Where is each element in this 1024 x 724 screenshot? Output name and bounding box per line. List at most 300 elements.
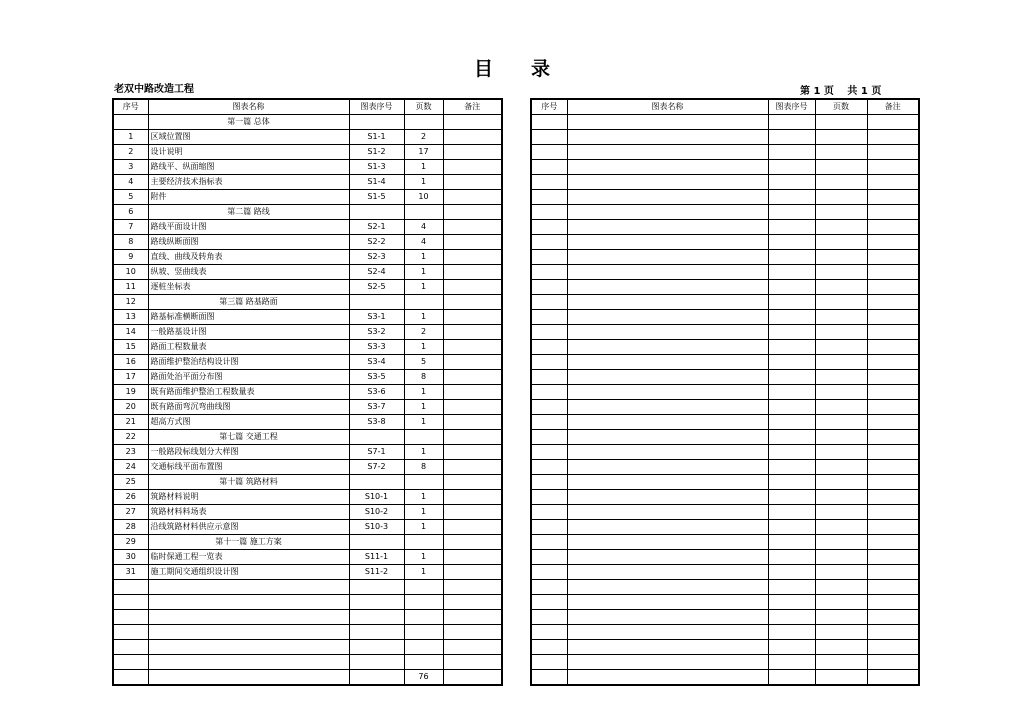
code-cell	[349, 475, 404, 490]
empty-cell	[768, 340, 815, 355]
empty-cell	[567, 235, 768, 250]
remark-cell	[443, 640, 502, 655]
empty-cell	[768, 325, 815, 340]
page-count: 1	[404, 340, 443, 355]
row-number	[113, 580, 148, 595]
empty-cell	[531, 490, 567, 505]
remark-cell	[443, 625, 502, 640]
table-row	[113, 130, 502, 145]
empty-cell	[815, 235, 867, 250]
remark-cell	[443, 310, 502, 325]
table-row	[113, 220, 502, 235]
row-number	[113, 655, 148, 670]
drawing-name: 路基标准横断面图	[148, 310, 349, 325]
row-number	[113, 640, 148, 655]
empty-cell	[867, 535, 919, 550]
row-number: 22	[113, 430, 148, 445]
empty-cell	[567, 445, 768, 460]
empty-cell	[531, 310, 567, 325]
page-count	[404, 655, 443, 670]
page-count	[404, 595, 443, 610]
drawing-code	[349, 610, 404, 625]
empty-cell	[531, 535, 567, 550]
drawing-name: 既有路面弯沉弯曲线图	[148, 400, 349, 415]
remark-cell	[443, 280, 502, 295]
drawing-name: 纵坡、竖曲线表	[148, 265, 349, 280]
table-body-right	[531, 115, 919, 686]
empty-row	[531, 415, 919, 430]
row-number: 31	[113, 565, 148, 580]
empty-row	[531, 265, 919, 280]
empty-cell	[768, 580, 815, 595]
row-number: 2	[113, 145, 148, 160]
empty-cell	[867, 505, 919, 520]
drawing-code	[349, 595, 404, 610]
remark-cell	[443, 415, 502, 430]
empty-cell	[567, 460, 768, 475]
empty-cell	[815, 595, 867, 610]
table-row	[113, 145, 502, 160]
empty-cell	[867, 565, 919, 580]
drawing-name: 交通标线平面布置图	[148, 460, 349, 475]
empty-cell	[768, 145, 815, 160]
table-row	[113, 445, 502, 460]
table-row	[113, 310, 502, 325]
section-row	[113, 115, 502, 130]
empty-cell	[768, 535, 815, 550]
section-title: 第一篇 总体	[148, 115, 349, 130]
drawing-name: 路面处治平面分布图	[148, 370, 349, 385]
drawing-code: S3-5	[349, 370, 404, 385]
remark-cell	[443, 130, 502, 145]
empty-cell	[815, 475, 867, 490]
empty-cell	[567, 580, 768, 595]
empty-cell	[531, 190, 567, 205]
empty-row	[531, 625, 919, 640]
empty-cell	[815, 355, 867, 370]
empty-cell	[567, 550, 768, 565]
header-code: 图表序号	[768, 99, 815, 115]
empty-cell	[768, 490, 815, 505]
empty-cell	[867, 250, 919, 265]
remark-cell	[443, 250, 502, 265]
drawing-name: 设计说明	[148, 145, 349, 160]
header-remark: 备注	[867, 99, 919, 115]
remark-cell	[443, 235, 502, 250]
row-number: 9	[113, 250, 148, 265]
empty-cell	[531, 130, 567, 145]
row-number: 6	[113, 205, 148, 220]
page-count	[404, 625, 443, 640]
empty-cell	[768, 280, 815, 295]
remark-cell	[443, 175, 502, 190]
empty-cell	[867, 430, 919, 445]
empty-cell	[567, 265, 768, 280]
empty-cell	[567, 535, 768, 550]
empty-cell	[768, 295, 815, 310]
empty-cell	[567, 370, 768, 385]
empty-cell	[531, 580, 567, 595]
remark-cell	[443, 295, 502, 310]
section-row	[113, 295, 502, 310]
remark-cell	[443, 460, 502, 475]
empty-cell	[768, 205, 815, 220]
code-cell	[349, 535, 404, 550]
page-count	[404, 610, 443, 625]
empty-cell	[815, 310, 867, 325]
empty-cell	[567, 190, 768, 205]
empty-cell	[567, 145, 768, 160]
empty-cell	[867, 475, 919, 490]
drawing-name	[148, 640, 349, 655]
empty-cell	[867, 265, 919, 280]
empty-cell	[867, 325, 919, 340]
table-header-row	[531, 99, 919, 115]
page-title: 目 录	[473, 58, 550, 80]
drawing-code: S10-3	[349, 520, 404, 535]
drawing-code: S2-1	[349, 220, 404, 235]
drawing-name: 筑路材料说明	[148, 490, 349, 505]
empty-row	[531, 325, 919, 340]
page-count: 1	[404, 310, 443, 325]
table-row	[113, 190, 502, 205]
table-row	[113, 175, 502, 190]
page-count: 5	[404, 355, 443, 370]
drawing-code	[349, 670, 404, 686]
page-count: 2	[404, 325, 443, 340]
empty-cell	[815, 640, 867, 655]
header-name: 图表名称	[148, 99, 349, 115]
row-number: 30	[113, 550, 148, 565]
empty-row	[531, 280, 919, 295]
empty-cell	[567, 400, 768, 415]
empty-cell	[867, 295, 919, 310]
row-number: 26	[113, 490, 148, 505]
table-row	[113, 325, 502, 340]
remark-cell	[443, 595, 502, 610]
row-number: 7	[113, 220, 148, 235]
drawing-name	[148, 595, 349, 610]
empty-cell	[867, 355, 919, 370]
remark-cell	[443, 400, 502, 415]
empty-cell	[815, 115, 867, 130]
empty-cell	[867, 445, 919, 460]
empty-cell	[567, 595, 768, 610]
empty-cell	[531, 505, 567, 520]
empty-cell	[768, 175, 815, 190]
empty-cell	[867, 160, 919, 175]
drawing-code: S3-7	[349, 400, 404, 415]
empty-cell	[531, 460, 567, 475]
remark-cell	[443, 580, 502, 595]
header-code: 图表序号	[349, 99, 404, 115]
empty-cell	[867, 460, 919, 475]
drawing-name: 区域位置图	[148, 130, 349, 145]
empty-cell	[815, 145, 867, 160]
remark-cell	[443, 265, 502, 280]
remark-cell	[443, 190, 502, 205]
empty-cell	[768, 670, 815, 686]
empty-row	[531, 610, 919, 625]
empty-cell	[531, 550, 567, 565]
empty-cell	[867, 610, 919, 625]
drawing-name: 直线、曲线及转角表	[148, 250, 349, 265]
empty-cell	[867, 415, 919, 430]
row-number: 27	[113, 505, 148, 520]
empty-cell	[531, 400, 567, 415]
empty-cell	[567, 385, 768, 400]
empty-cell	[531, 475, 567, 490]
section-row	[113, 535, 502, 550]
empty-row	[531, 295, 919, 310]
empty-cell	[567, 640, 768, 655]
code-cell	[349, 430, 404, 445]
empty-cell	[867, 340, 919, 355]
empty-cell	[768, 460, 815, 475]
empty-cell	[531, 145, 567, 160]
header-remark: 备注	[443, 99, 502, 115]
header-pages: 页数	[404, 99, 443, 115]
empty-cell	[768, 640, 815, 655]
empty-cell	[768, 565, 815, 580]
empty-row	[531, 475, 919, 490]
table-row	[113, 655, 502, 670]
remark-cell	[443, 160, 502, 175]
page-count: 1	[404, 250, 443, 265]
empty-cell	[768, 445, 815, 460]
empty-cell	[768, 190, 815, 205]
empty-cell	[567, 655, 768, 670]
drawing-name: 路线纵断面图	[148, 235, 349, 250]
empty-row	[531, 400, 919, 415]
empty-cell	[531, 370, 567, 385]
empty-cell	[768, 400, 815, 415]
empty-cell	[867, 400, 919, 415]
empty-row	[531, 655, 919, 670]
empty-cell	[815, 490, 867, 505]
empty-cell	[768, 115, 815, 130]
empty-cell	[867, 280, 919, 295]
empty-cell	[815, 445, 867, 460]
empty-cell	[867, 595, 919, 610]
drawing-code: S2-4	[349, 265, 404, 280]
empty-cell	[567, 670, 768, 686]
empty-cell	[815, 220, 867, 235]
empty-cell	[867, 580, 919, 595]
drawing-code: S3-6	[349, 385, 404, 400]
empty-row	[531, 535, 919, 550]
drawing-code: S3-8	[349, 415, 404, 430]
empty-cell	[815, 625, 867, 640]
empty-cell	[867, 145, 919, 160]
empty-cell	[867, 190, 919, 205]
pages-cell	[404, 115, 443, 130]
empty-cell	[815, 385, 867, 400]
empty-cell	[867, 550, 919, 565]
empty-cell	[567, 130, 768, 145]
empty-cell	[768, 430, 815, 445]
empty-cell	[531, 280, 567, 295]
empty-cell	[531, 415, 567, 430]
empty-cell	[768, 250, 815, 265]
drawing-code: S1-3	[349, 160, 404, 175]
index-table-right	[530, 98, 920, 686]
remark-cell	[443, 490, 502, 505]
section-title: 第二篇 路线	[148, 205, 349, 220]
empty-cell	[768, 130, 815, 145]
empty-cell	[567, 205, 768, 220]
section-title: 第七篇 交通工程	[148, 430, 349, 445]
page-count: 1	[404, 550, 443, 565]
drawing-name: 临时保通工程一览表	[148, 550, 349, 565]
empty-row	[531, 460, 919, 475]
header-no: 序号	[531, 99, 567, 115]
table-row	[113, 490, 502, 505]
table-row	[113, 415, 502, 430]
drawing-code	[349, 625, 404, 640]
page-info: 第 1 页 共 1 页	[800, 86, 882, 97]
remark-cell	[443, 445, 502, 460]
empty-cell	[567, 325, 768, 340]
row-number: 1	[113, 130, 148, 145]
drawing-name: 路线平、纵面缩图	[148, 160, 349, 175]
empty-cell	[867, 640, 919, 655]
index-table-left	[112, 98, 503, 686]
drawing-name	[148, 580, 349, 595]
table-body-left	[113, 115, 502, 686]
page-count: 4	[404, 220, 443, 235]
empty-cell	[815, 415, 867, 430]
empty-cell	[815, 535, 867, 550]
remark-cell	[443, 370, 502, 385]
empty-cell	[815, 160, 867, 175]
section-title: 第三篇 路基路面	[148, 295, 349, 310]
empty-cell	[815, 265, 867, 280]
empty-cell	[867, 490, 919, 505]
row-number: 23	[113, 445, 148, 460]
page-count: 2	[404, 130, 443, 145]
empty-cell	[531, 355, 567, 370]
empty-row	[531, 355, 919, 370]
empty-cell	[531, 640, 567, 655]
remark-cell	[443, 205, 502, 220]
remark-cell	[443, 325, 502, 340]
remark-cell	[443, 355, 502, 370]
drawing-name	[148, 655, 349, 670]
empty-row	[531, 250, 919, 265]
empty-cell	[768, 265, 815, 280]
drawing-name: 主要经济技术指标表	[148, 175, 349, 190]
empty-row	[531, 670, 919, 686]
empty-cell	[531, 295, 567, 310]
empty-cell	[567, 430, 768, 445]
empty-cell	[768, 385, 815, 400]
drawing-code: S10-1	[349, 490, 404, 505]
drawing-name: 路面维护整治结构设计图	[148, 355, 349, 370]
drawing-name: 路面工程数量表	[148, 340, 349, 355]
header-pages: 页数	[815, 99, 867, 115]
empty-cell	[815, 250, 867, 265]
drawing-name	[148, 610, 349, 625]
table-row	[113, 625, 502, 640]
empty-cell	[567, 340, 768, 355]
empty-cell	[567, 505, 768, 520]
empty-row	[531, 160, 919, 175]
page-count: 8	[404, 460, 443, 475]
empty-cell	[815, 580, 867, 595]
table-row	[113, 505, 502, 520]
table-row	[113, 235, 502, 250]
table-row	[113, 265, 502, 280]
drawing-code: S7-1	[349, 445, 404, 460]
header-no: 序号	[113, 99, 148, 115]
header-name: 图表名称	[567, 99, 768, 115]
drawing-name: 超高方式图	[148, 415, 349, 430]
table-row	[113, 355, 502, 370]
table-row	[113, 340, 502, 355]
empty-cell	[531, 670, 567, 686]
page-count: 10	[404, 190, 443, 205]
empty-cell	[531, 385, 567, 400]
row-number: 29	[113, 535, 148, 550]
page-count	[404, 580, 443, 595]
remark-cell	[443, 535, 502, 550]
row-number: 15	[113, 340, 148, 355]
remark-cell	[443, 550, 502, 565]
drawing-code: S3-2	[349, 325, 404, 340]
empty-cell	[768, 370, 815, 385]
row-number: 5	[113, 190, 148, 205]
empty-row	[531, 115, 919, 130]
table-row	[113, 385, 502, 400]
row-number: 20	[113, 400, 148, 415]
page-count: 1	[404, 565, 443, 580]
table-row	[113, 550, 502, 565]
row-number: 4	[113, 175, 148, 190]
empty-cell	[531, 445, 567, 460]
section-title: 第十一篇 施工方案	[148, 535, 349, 550]
drawing-code: S1-4	[349, 175, 404, 190]
empty-row	[531, 205, 919, 220]
empty-cell	[815, 550, 867, 565]
empty-cell	[531, 625, 567, 640]
empty-cell	[867, 670, 919, 686]
page-count: 1	[404, 520, 443, 535]
empty-cell	[567, 220, 768, 235]
table-row	[113, 580, 502, 595]
empty-cell	[815, 610, 867, 625]
empty-row	[531, 310, 919, 325]
empty-cell	[567, 520, 768, 535]
empty-cell	[815, 655, 867, 670]
drawing-code: S11-1	[349, 550, 404, 565]
table-row	[113, 160, 502, 175]
pages-cell	[404, 430, 443, 445]
row-number: 28	[113, 520, 148, 535]
empty-row	[531, 430, 919, 445]
drawing-code: S1-2	[349, 145, 404, 160]
empty-cell	[768, 595, 815, 610]
table-row	[113, 280, 502, 295]
empty-row	[531, 505, 919, 520]
empty-cell	[567, 160, 768, 175]
empty-cell	[815, 505, 867, 520]
empty-cell	[768, 520, 815, 535]
row-number	[113, 115, 148, 130]
empty-cell	[567, 490, 768, 505]
row-number	[113, 595, 148, 610]
empty-cell	[768, 505, 815, 520]
